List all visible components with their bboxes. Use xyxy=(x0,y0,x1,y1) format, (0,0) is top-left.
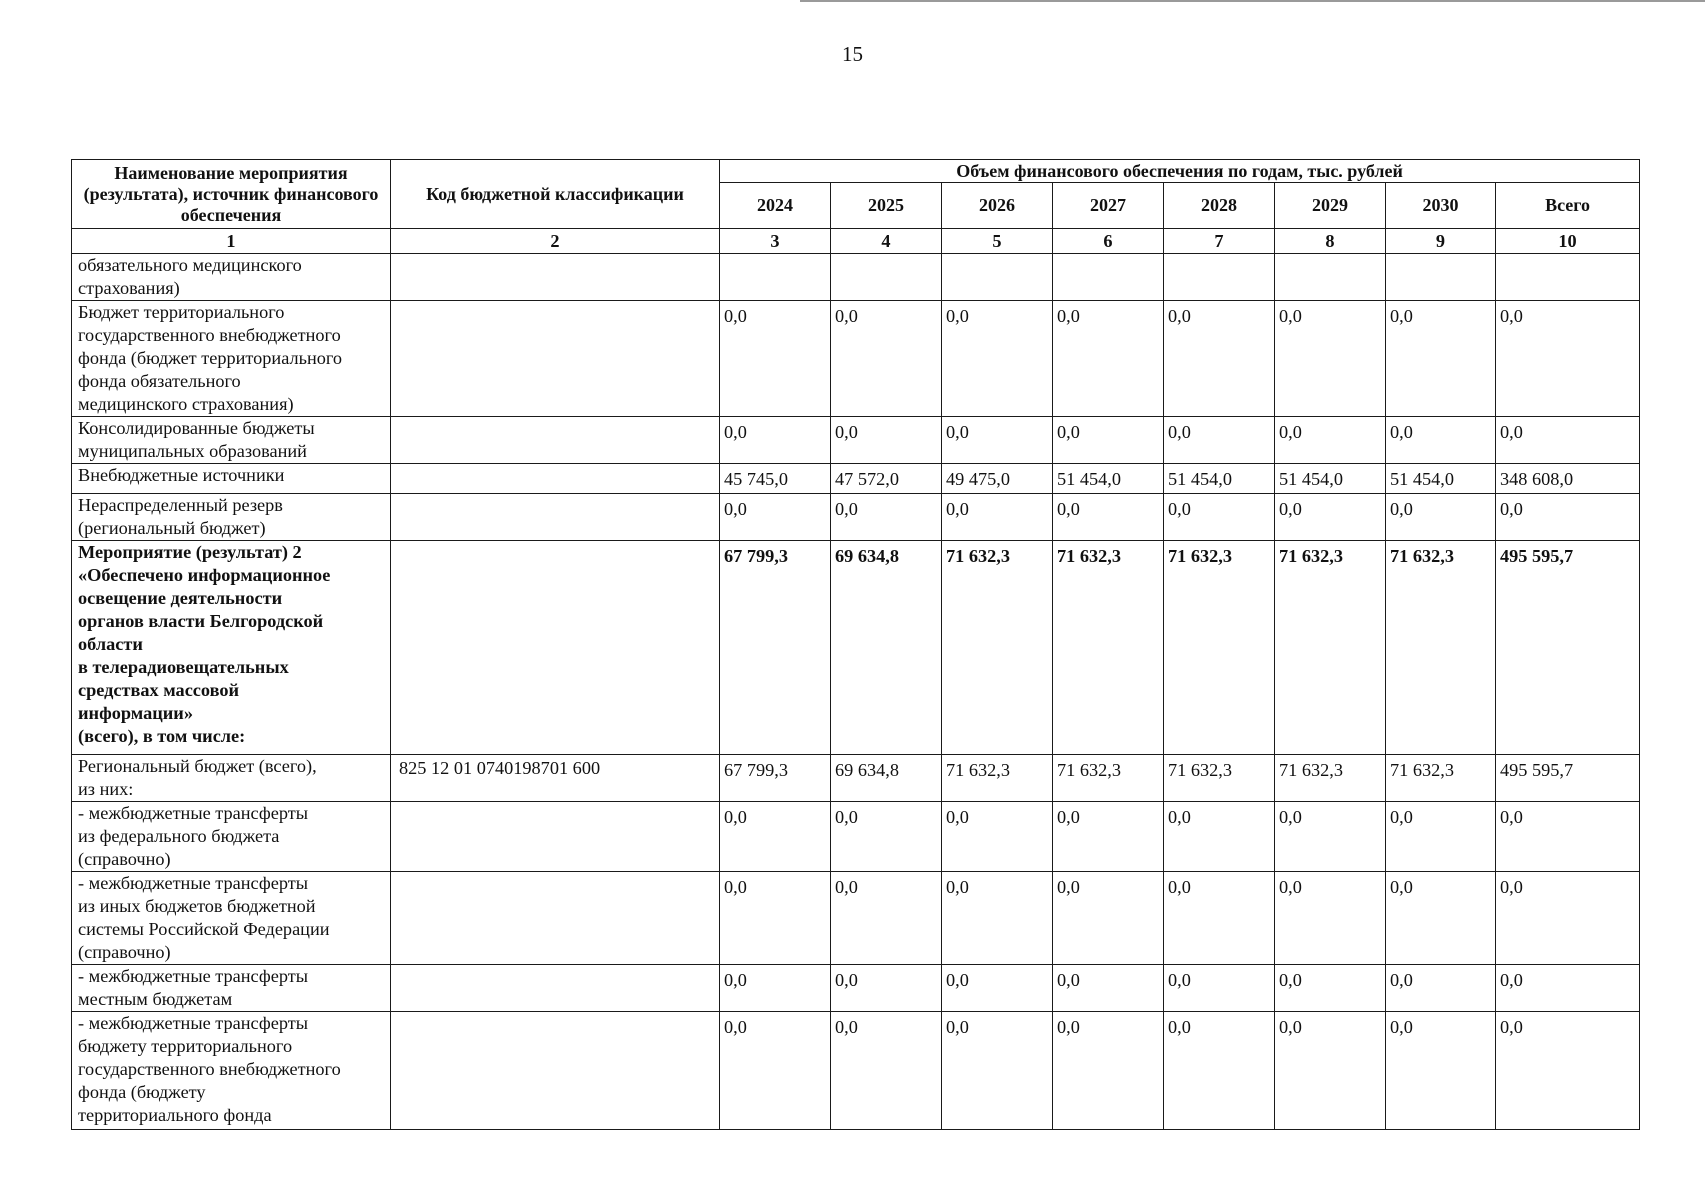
row-value-cell xyxy=(1386,254,1496,301)
row-total-cell: 0,0 xyxy=(1496,301,1640,417)
row-value-cell: 0,0 xyxy=(1164,1012,1275,1130)
table-row xyxy=(72,254,1640,301)
row-name-cell xyxy=(72,494,391,541)
row-value-cell xyxy=(1275,254,1386,301)
row-total-cell: 0,0 xyxy=(1496,965,1640,1012)
row-name-line: - межбюджетные трансферты xyxy=(78,966,309,986)
row-value-cell: 0,0 xyxy=(720,417,831,464)
row-value-cell: 0,0 xyxy=(831,802,942,872)
row-value-cell: 0,0 xyxy=(1275,802,1386,872)
row-name-line: из федерального бюджета xyxy=(78,826,280,846)
row-code-cell xyxy=(391,541,720,755)
row-total-cell xyxy=(1496,254,1640,301)
row-name-line: фонда обязательного xyxy=(78,371,241,391)
row-code-cell xyxy=(391,965,720,1012)
row-name-line: «Обеспечено информационное xyxy=(78,565,331,585)
row-name-line: Нераспределенный резерв xyxy=(78,495,283,515)
row-name-cell xyxy=(72,464,391,494)
table-row xyxy=(72,965,1640,1012)
row-value-cell: 0,0 xyxy=(1164,301,1275,417)
row-name-line: (справочно) xyxy=(78,942,171,962)
column-number: 3 xyxy=(720,229,831,254)
row-name-line: - межбюджетные трансферты xyxy=(78,803,309,823)
row-value-cell: 0,0 xyxy=(1053,965,1164,1012)
row-value-cell: 0,0 xyxy=(1164,417,1275,464)
row-name-line: фонда (бюджет территориального xyxy=(78,348,343,368)
row-total-cell: 0,0 xyxy=(1496,417,1640,464)
row-value-cell: 71 632,3 xyxy=(1053,755,1164,802)
column-number: 5 xyxy=(942,229,1053,254)
row-name-line: освещение деятельности xyxy=(78,588,283,608)
row-code-cell xyxy=(391,417,720,464)
row-value-cell: 0,0 xyxy=(1386,301,1496,417)
row-name-line: области xyxy=(78,634,143,654)
column-number: 1 xyxy=(72,229,391,254)
row-name-line: Мероприятие (результат) 2 xyxy=(78,542,302,562)
row-value-cell: 71 632,3 xyxy=(1275,755,1386,802)
row-name-line: государственного внебюджетного xyxy=(78,1059,341,1079)
row-name-line: государственного внебюджетного xyxy=(78,325,341,345)
row-value-cell: 0,0 xyxy=(942,301,1053,417)
row-name-cell xyxy=(72,802,391,872)
row-name-cell xyxy=(72,301,391,417)
row-value-cell: 0,0 xyxy=(942,1012,1053,1130)
row-total-cell: 0,0 xyxy=(1496,1012,1640,1130)
table-row xyxy=(72,802,1640,872)
page-number: 15 xyxy=(842,42,863,66)
row-name-line: Внебюджетные источники xyxy=(78,465,285,485)
row-value-cell: 45 745,0 xyxy=(720,464,831,494)
row-value-cell xyxy=(942,254,1053,301)
column-number: 7 xyxy=(1164,229,1275,254)
row-value-cell: 0,0 xyxy=(720,965,831,1012)
row-value-cell: 0,0 xyxy=(1386,417,1496,464)
row-value-cell xyxy=(1053,254,1164,301)
row-name-line: Консолидированные бюджеты xyxy=(78,418,315,438)
row-name-cell xyxy=(72,541,391,755)
row-name-line: (региональный бюджет) xyxy=(78,518,266,538)
row-name-line: (справочно) xyxy=(78,849,171,869)
table-row xyxy=(72,494,1640,541)
row-name-line: (всего), в том числе: xyxy=(78,726,246,746)
row-code-cell xyxy=(391,254,720,301)
row-name-line: - межбюджетные трансферты xyxy=(78,1013,309,1033)
row-name-cell xyxy=(72,1012,391,1130)
row-value-cell: 0,0 xyxy=(1164,802,1275,872)
row-code-cell xyxy=(391,802,720,872)
table-row xyxy=(72,464,1640,494)
row-name-line: средствах массовой xyxy=(78,680,240,700)
row-code-cell xyxy=(391,872,720,965)
row-total-cell: 0,0 xyxy=(1496,872,1640,965)
budget-table xyxy=(71,159,1640,1130)
row-value-cell: 0,0 xyxy=(1164,965,1275,1012)
header-year: 2030 xyxy=(1386,183,1496,229)
row-name-line: Региональный бюджет (всего), xyxy=(78,756,317,776)
column-number: 10 xyxy=(1496,229,1640,254)
row-value-cell: 71 632,3 xyxy=(1164,541,1275,755)
table-row xyxy=(72,301,1640,417)
row-value-cell: 67 799,3 xyxy=(720,755,831,802)
column-number: 2 xyxy=(391,229,720,254)
column-number: 8 xyxy=(1275,229,1386,254)
row-value-cell: 71 632,3 xyxy=(1386,541,1496,755)
header-year: 2029 xyxy=(1275,183,1386,229)
row-name-line: бюджету территориального xyxy=(78,1036,293,1056)
row-value-cell: 0,0 xyxy=(720,494,831,541)
row-value-cell: 0,0 xyxy=(1386,965,1496,1012)
row-name-line: органов власти Белгородской xyxy=(78,611,324,631)
header-code-column: Код бюджетной классификации xyxy=(391,160,720,229)
row-total-cell: 495 595,7 xyxy=(1496,541,1640,755)
row-value-cell: 0,0 xyxy=(831,417,942,464)
row-total-cell: 0,0 xyxy=(1496,494,1640,541)
row-name-line: местным бюджетам xyxy=(78,989,233,1009)
header-volume-group: Объем финансового обеспечения по годам, тыс. рублей xyxy=(720,160,1640,183)
row-value-cell: 0,0 xyxy=(831,1012,942,1130)
row-value-cell: 0,0 xyxy=(942,494,1053,541)
row-value-cell: 0,0 xyxy=(942,872,1053,965)
row-value-cell: 0,0 xyxy=(831,301,942,417)
row-name-line: территориального фонда xyxy=(78,1105,272,1125)
row-value-cell: 0,0 xyxy=(1164,872,1275,965)
row-value-cell: 51 454,0 xyxy=(1275,464,1386,494)
row-value-cell: 67 799,3 xyxy=(720,541,831,755)
row-value-cell: 0,0 xyxy=(831,965,942,1012)
row-total-cell: 0,0 xyxy=(1496,802,1640,872)
row-value-cell: 69 634,8 xyxy=(831,541,942,755)
row-name-cell xyxy=(72,872,391,965)
row-code-cell xyxy=(391,494,720,541)
row-value-cell: 0,0 xyxy=(1053,802,1164,872)
row-value-cell: 49 475,0 xyxy=(942,464,1053,494)
row-value-cell: 0,0 xyxy=(1053,872,1164,965)
header-year: 2027 xyxy=(1053,183,1164,229)
row-value-cell: 0,0 xyxy=(1053,417,1164,464)
column-number: 6 xyxy=(1053,229,1164,254)
row-name-cell xyxy=(72,755,391,802)
row-value-cell: 0,0 xyxy=(1275,301,1386,417)
row-value-cell: 71 632,3 xyxy=(1053,541,1164,755)
row-value-cell: 51 454,0 xyxy=(1386,464,1496,494)
row-value-cell: 0,0 xyxy=(1053,301,1164,417)
row-value-cell: 0,0 xyxy=(1275,965,1386,1012)
row-value-cell: 69 634,8 xyxy=(831,755,942,802)
row-value-cell: 71 632,3 xyxy=(1275,541,1386,755)
row-value-cell: 0,0 xyxy=(1275,1012,1386,1130)
row-value-cell: 0,0 xyxy=(720,802,831,872)
row-value-cell: 0,0 xyxy=(831,872,942,965)
row-value-cell: 71 632,3 xyxy=(942,755,1053,802)
row-value-cell: 0,0 xyxy=(1386,494,1496,541)
row-name-cell xyxy=(72,254,391,301)
row-value-cell: 0,0 xyxy=(1386,872,1496,965)
header-name-column: Наименование мероприятия (результата), источник финансового обеспечения xyxy=(72,160,391,229)
row-code-cell xyxy=(391,464,720,494)
row-value-cell: 0,0 xyxy=(1275,417,1386,464)
row-value-cell: 0,0 xyxy=(942,965,1053,1012)
row-total-cell: 348 608,0 xyxy=(1496,464,1640,494)
row-value-cell: 0,0 xyxy=(720,301,831,417)
row-value-cell: 0,0 xyxy=(1386,802,1496,872)
header-year: 2028 xyxy=(1164,183,1275,229)
row-name-line: муниципальных образований xyxy=(78,441,307,461)
row-value-cell: 71 632,3 xyxy=(942,541,1053,755)
row-value-cell xyxy=(831,254,942,301)
row-code-cell xyxy=(391,301,720,417)
row-value-cell: 0,0 xyxy=(1275,494,1386,541)
column-number: 9 xyxy=(1386,229,1496,254)
row-name-cell xyxy=(72,965,391,1012)
table-row xyxy=(72,872,1640,965)
row-value-cell: 0,0 xyxy=(942,802,1053,872)
row-name-line: информации» xyxy=(78,703,193,723)
row-name-line: системы Российской Федерации xyxy=(78,919,330,939)
row-value-cell: 51 454,0 xyxy=(1053,464,1164,494)
header-year: 2026 xyxy=(942,183,1053,229)
row-value-cell: 47 572,0 xyxy=(831,464,942,494)
row-name-line: - межбюджетные трансферты xyxy=(78,873,309,893)
row-name-line: Бюджет территориального xyxy=(78,302,285,322)
row-value-cell: 0,0 xyxy=(1386,1012,1496,1130)
row-value-cell: 71 632,3 xyxy=(1164,755,1275,802)
header-year: 2024 xyxy=(720,183,831,229)
row-name-line: обязательного медицинского xyxy=(78,255,302,275)
row-value-cell: 0,0 xyxy=(1053,1012,1164,1130)
row-name-line: из иных бюджетов бюджетной xyxy=(78,896,316,916)
scan-top-rule xyxy=(800,0,1705,2)
row-code-cell: 825 12 01 0740198701 600 xyxy=(391,755,720,802)
header-total: Всего xyxy=(1496,183,1640,229)
row-value-cell xyxy=(720,254,831,301)
column-number-row xyxy=(72,229,1640,254)
row-name-line: страхования) xyxy=(78,278,180,298)
row-value-cell xyxy=(1164,254,1275,301)
row-name-cell xyxy=(72,417,391,464)
row-total-cell: 495 595,7 xyxy=(1496,755,1640,802)
row-value-cell: 0,0 xyxy=(942,417,1053,464)
row-name-line: из них: xyxy=(78,779,134,799)
row-value-cell: 0,0 xyxy=(720,1012,831,1130)
row-value-cell: 0,0 xyxy=(1164,494,1275,541)
column-number: 4 xyxy=(831,229,942,254)
row-value-cell: 71 632,3 xyxy=(1386,755,1496,802)
table-row xyxy=(72,1012,1640,1130)
header-row-top xyxy=(72,160,1640,183)
table-row xyxy=(72,417,1640,464)
row-value-cell: 51 454,0 xyxy=(1164,464,1275,494)
row-code-cell xyxy=(391,1012,720,1130)
row-value-cell: 0,0 xyxy=(720,872,831,965)
row-value-cell: 0,0 xyxy=(831,494,942,541)
row-name-line: фонда (бюджету xyxy=(78,1082,206,1102)
table-body xyxy=(72,229,1640,1130)
row-name-line: в телерадиовещательных xyxy=(78,657,289,677)
table-row xyxy=(72,755,1640,802)
header-year: 2025 xyxy=(831,183,942,229)
row-value-cell: 0,0 xyxy=(1053,494,1164,541)
table-row xyxy=(72,541,1640,755)
row-name-line: медицинского страхования) xyxy=(78,394,294,414)
row-value-cell: 0,0 xyxy=(1275,872,1386,965)
